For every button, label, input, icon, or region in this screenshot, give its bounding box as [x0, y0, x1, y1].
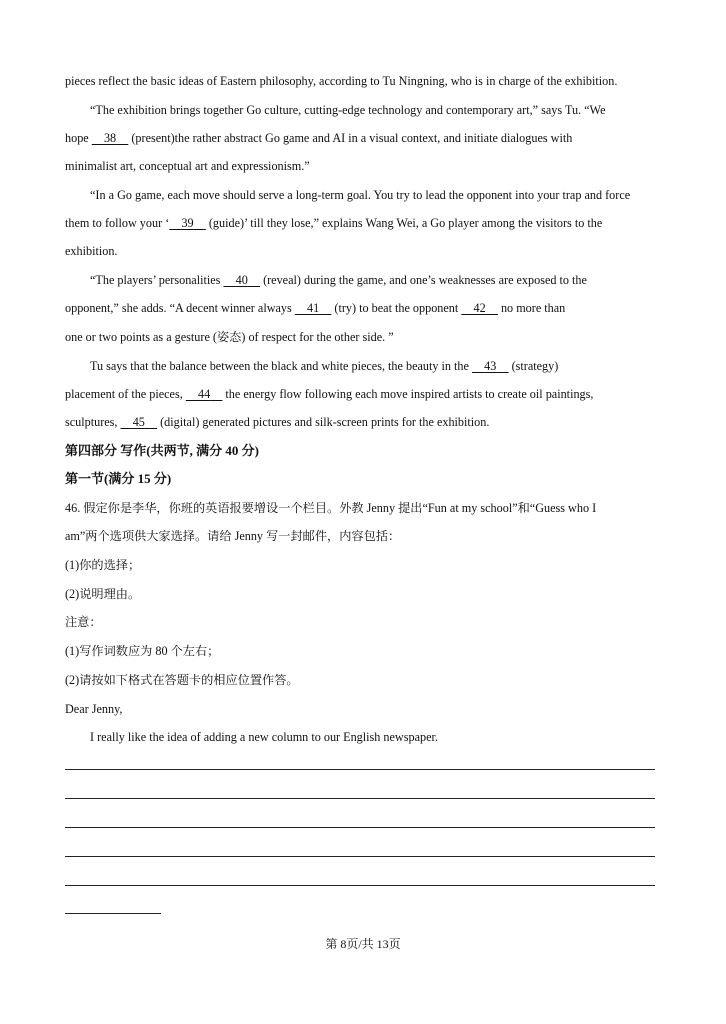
subsection-heading: 第一节(满分 15 分): [65, 471, 172, 486]
passage-line: [90, 272, 587, 288]
text-fragment: (strategy): [511, 359, 559, 373]
blank-number: 39: [181, 216, 194, 230]
blank-number: 45: [132, 415, 145, 429]
passage-line: [65, 300, 565, 316]
note-label: 注意：: [65, 615, 102, 629]
blank-number: 44: [198, 387, 211, 401]
passage-line: [65, 386, 593, 402]
text-fragment: hope: [65, 131, 89, 145]
passage-line: [65, 215, 602, 231]
requirement-item: (1)你的选择；: [65, 558, 141, 572]
task-line: 46. 假定你是李华，你班的英语报要增设一个栏目。外教 Jenny 提出“Fun at my school”和“Guess who I: [65, 501, 597, 515]
blank-number: 41: [307, 301, 320, 315]
text-fragment: (guide)’ till they lose,” explains Wang Wei, a Go player among the visitors to the: [208, 216, 603, 230]
text-fragment: (present)the rather abstract Go game and AI in a visual context, and initiate dialogues with: [131, 131, 573, 145]
blank-44[interactable]: [186, 386, 223, 402]
text-fragment: placement of the pieces,: [65, 387, 183, 401]
blank-42[interactable]: [461, 300, 498, 316]
requirement-item: (2)说明理由。: [65, 587, 141, 601]
blank-number: 43: [484, 359, 497, 373]
page-number: 第 8页/共 13页: [325, 937, 401, 951]
section-heading: 第四部分 写作(共两节, 满分 40 分): [65, 443, 259, 458]
answer-line[interactable]: [65, 856, 655, 857]
text-fragment: them to follow your ‘: [65, 216, 170, 230]
text-fragment: no more than: [500, 301, 566, 315]
blank-41[interactable]: [295, 300, 332, 316]
text-fragment: (digital) generated pictures and silk-screen prints for the exhibition.: [160, 415, 490, 429]
blank-38[interactable]: [92, 130, 129, 146]
passage-line: [65, 130, 572, 146]
passage-line: “The exhibition brings together Go culture, cutting-edge technology and contemporary art,” says Tu. “We: [90, 103, 606, 117]
blank-40[interactable]: [223, 272, 260, 288]
answer-line[interactable]: [65, 827, 655, 828]
answer-line[interactable]: [65, 885, 655, 886]
passage-line: one or two points as a gesture (姿态) of respect for the other side. ”: [65, 330, 394, 344]
answer-line[interactable]: [65, 769, 655, 770]
passage-line: [90, 358, 558, 374]
blank-number: 38: [103, 131, 117, 145]
task-line: am”两个选项供大家选择。请给 Jenny 写一封邮件，内容包括：: [65, 529, 401, 543]
passage-line: “In a Go game, each move should serve a long-term goal. You try to lead the opponent into your trap and force: [90, 188, 631, 202]
text-fragment: sculptures,: [65, 415, 118, 429]
blank-45[interactable]: [121, 414, 158, 430]
text-fragment: the energy flow following each move inspired artists to create oil paintings,: [225, 387, 594, 401]
text-fragment: opponent,” she adds. “A decent winner always: [65, 301, 292, 315]
passage-line: [65, 414, 489, 430]
passage-line: exhibition.: [65, 244, 118, 258]
blank-43[interactable]: [472, 358, 509, 374]
letter-opening: I really like the idea of adding a new column to our English newspaper.: [90, 730, 438, 744]
note-item: (2)请按如下格式在答题卡的相应位置作答。: [65, 673, 299, 687]
letter-greeting: Dear Jenny,: [65, 702, 123, 716]
text-fragment: (try) to beat the opponent: [334, 301, 459, 315]
blank-number: 40: [235, 273, 248, 287]
passage-line: minimalist art, conceptual art and expressionism.”: [65, 159, 310, 173]
passage-line: pieces reflect the basic ideas of Eastern philosophy, according to Tu Ningning, who is in charge of the exhibition.: [65, 74, 618, 88]
answer-line[interactable]: [65, 798, 655, 799]
text-fragment: Tu says that the balance between the black and white pieces, the beauty in the: [90, 359, 469, 373]
text-fragment: “The players’ personalities: [90, 273, 221, 287]
note-item: (1)写作词数应为 80 个左右；: [65, 644, 220, 658]
text-fragment: (reveal) during the game, and one’s weaknesses are exposed to the: [263, 273, 587, 287]
blank-number: 42: [473, 301, 486, 315]
blank-39[interactable]: [169, 215, 206, 231]
answer-line[interactable]: [65, 913, 161, 914]
